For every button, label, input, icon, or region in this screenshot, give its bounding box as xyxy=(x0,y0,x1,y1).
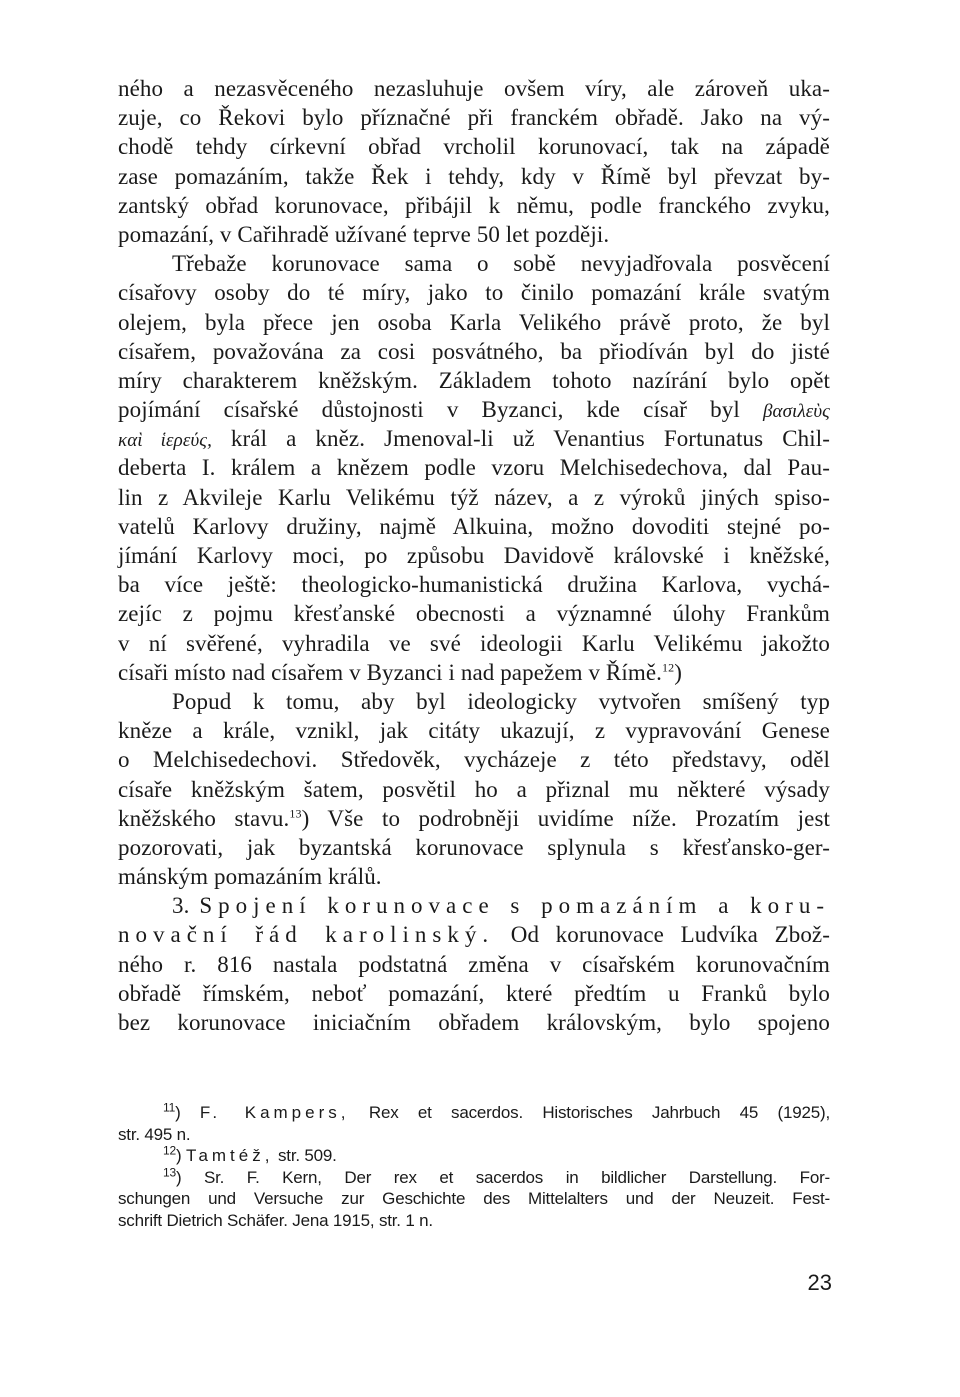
footnote-author: F. Kampers, xyxy=(199,1103,350,1122)
text-line-with-greek xyxy=(118,395,830,424)
greek-phrase: βασιλεὺς xyxy=(762,401,830,423)
text-line: zantský obřad korunovace, přibájil k němu, podle franckého zvyku, xyxy=(118,192,830,218)
text-line-with-greek xyxy=(118,424,830,453)
text-line: deberta I. králem a knězem podle vzoru Melchisedechova, dal Pau- xyxy=(118,455,830,481)
footnote-mark: 13 xyxy=(163,1165,176,1180)
text-line: zuje, co Řekovi bylo příznačné při franckém obřadě. Jako na vý- xyxy=(118,105,830,131)
text-line: pomazání, v Cařihradě užívané teprve 50 let později. xyxy=(118,221,610,247)
text-line: v ní svěřené, vyhradila ve své ideologii Karlu Velikému jakožto xyxy=(118,630,830,656)
section-title: Spojení korunovace s pomazáním a koru- xyxy=(199,893,830,919)
text-line: míry charakterem kněžským. Základem tohoto nazírání bylo opět xyxy=(118,367,830,393)
text-line: lin z Akvileje Karlu Velikému týž název, a z výroků jiných spiso- xyxy=(118,484,830,510)
text-line: mánským pomazáním králů. xyxy=(118,864,382,890)
text-segment: Vše to podrobněji uvidíme níže. Prozatím jest xyxy=(327,805,830,831)
text-line: Popud k tomu, aby byl ideologicky vytvořen smíšený typ xyxy=(172,688,830,714)
footnote-continuation: schungen und Versuche zur Geschichte des Mittelalters und der Neuzeit. Fest- xyxy=(118,1189,830,1209)
text-line: vatelů Karlovy družiny, najmě Alkuina, možno dovoditi stejné po- xyxy=(118,513,830,539)
text-line: císařem, považována za cosi posvátného, ba přiodíván byl do jisté xyxy=(118,338,830,364)
section-heading-line xyxy=(118,920,830,949)
text-line: ného r. 816 nastala podstatná změna v císařském korunovačním xyxy=(118,951,830,977)
text-line: obřadě římském, neboť pomazání, které předtím u Franků bylo xyxy=(118,980,830,1006)
text-line: pozorovati, jak byzantská korunovace splynula s křesťansko-ger- xyxy=(118,834,830,860)
text-segment: císaři místo nad císařem v Byzanci i nad papežem v Římě. xyxy=(118,659,663,685)
text-line: zejíc z pojmu křesťanské obecnosti a významné úlohy Frankům xyxy=(118,601,830,627)
text-line: Třebaže korunovace sama o sobě nevyjadřovala posvěcení xyxy=(172,251,830,277)
section-number: 3. xyxy=(172,893,190,919)
greek-phrase: καὶ ἱερεύς, xyxy=(118,430,212,452)
footnotes xyxy=(118,1102,830,1232)
footnote: $^{13}$) Sr. F. Kern, Der rex et sacerdos in bildlicher Darstellung. For- xyxy=(163,1165,831,1187)
footnote-text: Rex et sacerdos. Historisches Jahrbuch 45 (1925), xyxy=(368,1103,830,1122)
text-line: jímání Karlovy moci, po způsobu Davidově královské i kněžské, xyxy=(118,543,830,568)
footnote-continuation: schrift Dietrich Schäfer. Jena 1915, str. 1 n. xyxy=(118,1210,433,1230)
footnote-mark: 12 xyxy=(163,1143,176,1158)
text-segment: kněžského stavu. xyxy=(118,805,290,831)
footnote-text: str. 509. xyxy=(278,1146,337,1166)
text-segment: pojímání císařské důstojnosti v Byzanci, kde císař byl xyxy=(118,397,740,423)
text-line: o Melchisedechovi. Středověk, vycházeje z této představy, oděl xyxy=(118,747,830,773)
text-line: císařovy osoby do té míry, jako to činilo pomazání krále svatým xyxy=(118,280,830,306)
section-heading-line xyxy=(118,891,830,920)
footnote-author: Tamtéž, xyxy=(185,1146,274,1166)
footnote-ref: 13 xyxy=(289,806,302,821)
footnote-continuation: str. 495 n. xyxy=(118,1124,191,1144)
text-segment: král a kněz. Jmenoval-li už Venantius Fortunatus Chil- xyxy=(230,426,830,452)
text-line: ného a nezasvěceného nezasluhuje ovšem víry, ale zároveň uka- xyxy=(118,76,830,101)
footnote: $^{11}$) F. Kampers, Rex et sacerdos. Historisches Jahrbuch 45 (1925), xyxy=(163,1100,830,1122)
footnote-mark: 11 xyxy=(163,1100,176,1115)
text-line: kněžského stavu.$^{13}$) Vše to podrobněji uvidíme níže. Prozatím jest xyxy=(118,805,830,831)
footnote-ref: 12 xyxy=(662,660,675,675)
text-segment: Od korunovace Ludvíka Zbož- xyxy=(510,922,830,948)
text-line: zase pomazáním, takže Řek i tehdy, kdy v Římě byl převzat by- xyxy=(118,163,830,189)
section-title: novační řád karolinský. xyxy=(118,922,495,948)
footnote: $^{12}$) Tamtéž, str. 509. xyxy=(163,1143,337,1166)
text-line: ba více ještě: theologicko-humanistická družina Karlova, vychá- xyxy=(118,572,830,598)
text-line: císaře kněžským šatem, posvětil ho a přiznal mu některé výsady xyxy=(118,776,830,802)
footnote-author: Sr. F. Kern, xyxy=(204,1167,322,1187)
footnote-text: Der rex et sacerdos in bildlicher Darstellung. For- xyxy=(344,1167,831,1187)
text-line: olejem, byla přece jen osoba Karla Velikého právě proto, že byl xyxy=(118,309,830,335)
page-number: 23 xyxy=(807,1270,832,1295)
text-line: císaři místo nad císařem v Byzanci i nad papežem v Římě.$^{12}$) xyxy=(118,659,682,685)
text-line: bez korunovace iniciačním obřadem královským, bylo spojeno xyxy=(118,1010,830,1035)
text-line: kněze a krále, vznikl, jak citáty ukazují, z vypravování Genese xyxy=(118,718,830,744)
text-line: chodě tehdy církevní obřad vrcholil korunovací, tak na západě xyxy=(118,134,830,160)
main-text xyxy=(118,74,830,1037)
